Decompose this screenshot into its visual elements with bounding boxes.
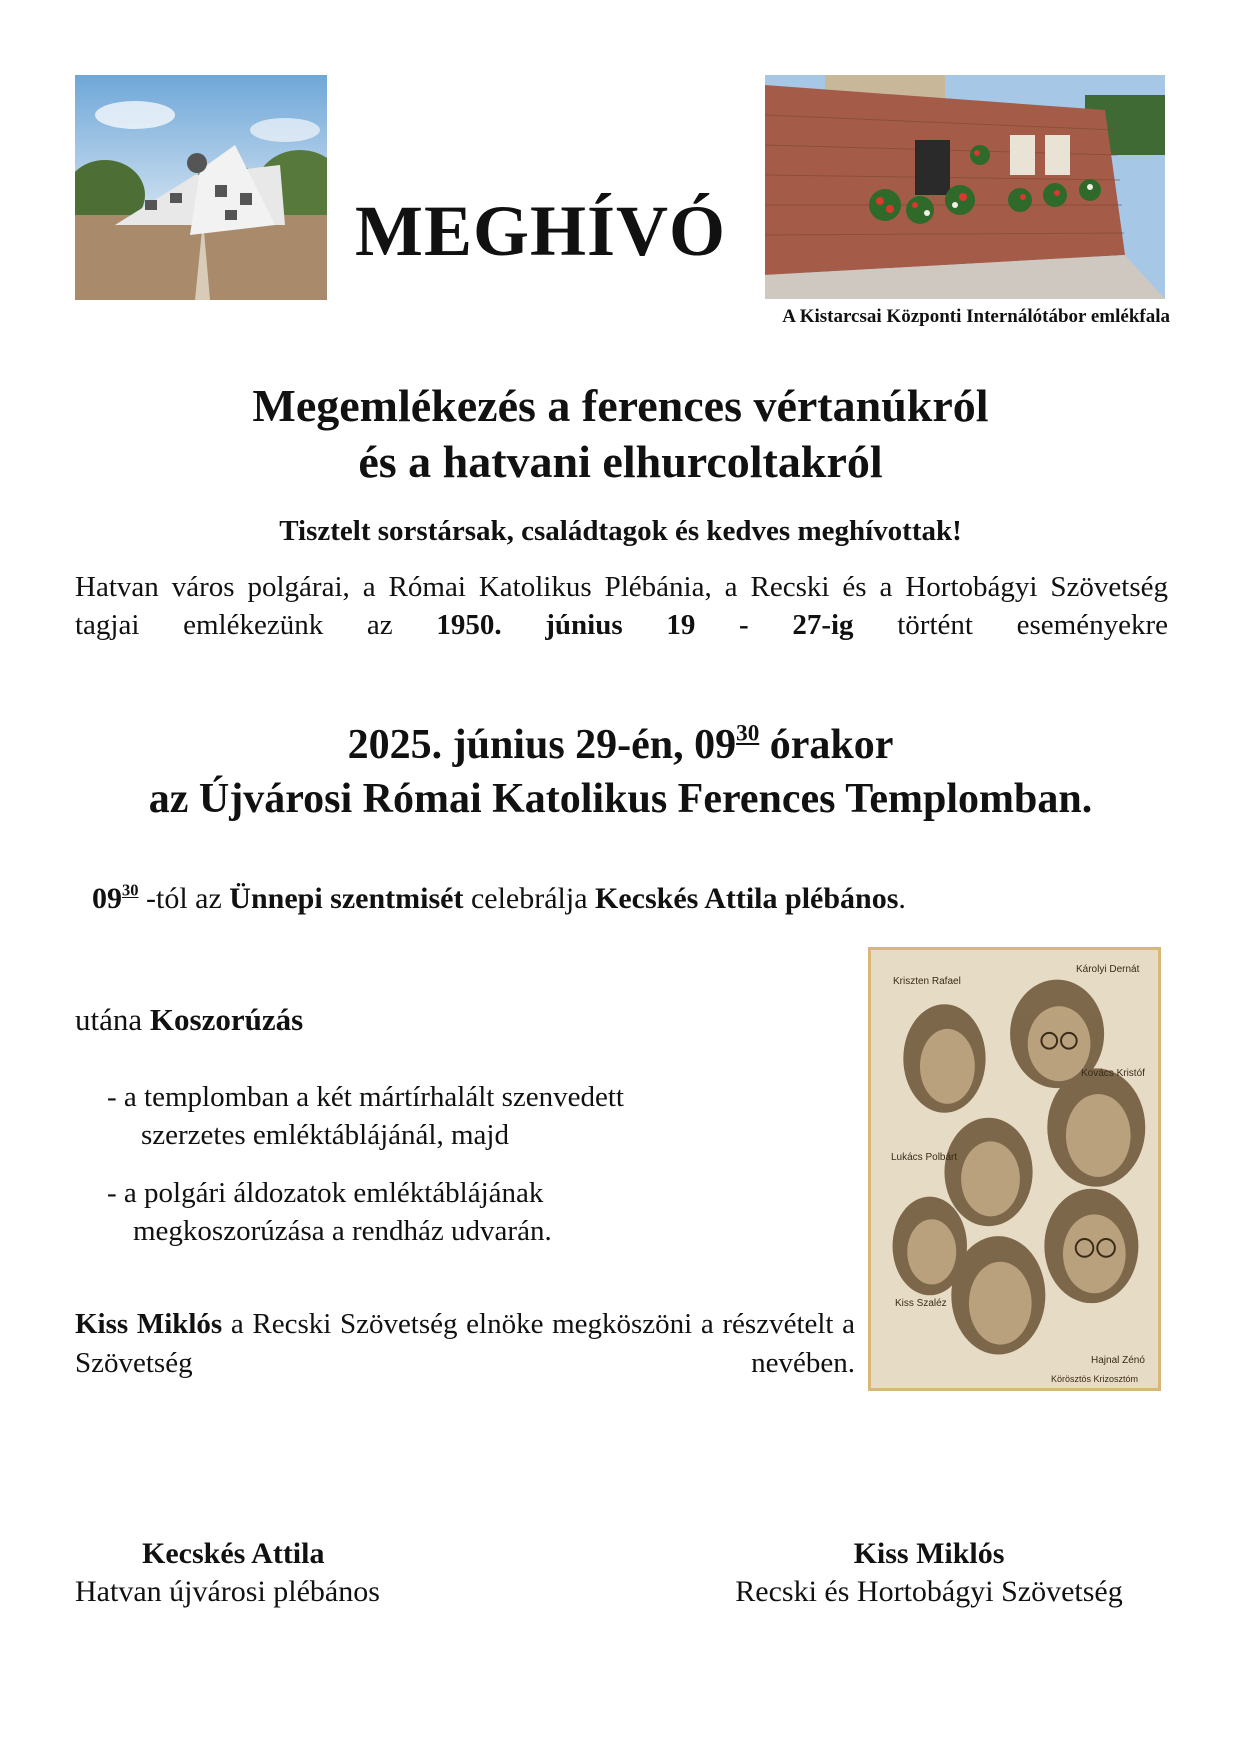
mass-minutes: 30 bbox=[122, 880, 139, 900]
portrait-label: Kovács Kristóf bbox=[1081, 1068, 1145, 1079]
wreath-item-1-line1: - a templomban a két mártírhalált szenvedett bbox=[107, 1081, 624, 1113]
closing-paragraph bbox=[75, 1305, 855, 1383]
wreath-intro: utána bbox=[75, 1002, 150, 1037]
page-title: MEGHÍVÓ bbox=[355, 191, 727, 271]
wreath-item-1-line2: szerzetes emléktáblájánál, majd bbox=[141, 1119, 509, 1151]
intro-dates: 1950. június 19 - 27-ig bbox=[436, 609, 854, 641]
mass-hour: 09 bbox=[92, 882, 122, 915]
portrait-label: Körösztös Krizosztóm bbox=[1051, 1374, 1139, 1384]
signature-left-role: Hatvan újvárosi plébános bbox=[75, 1575, 380, 1608]
memorial-wall-photo bbox=[765, 75, 1165, 299]
signature-left-name: Kecskés Attila bbox=[142, 1537, 325, 1570]
wreath-heading bbox=[75, 1002, 303, 1038]
mass-title: Ünnepi szentmisét bbox=[229, 882, 464, 915]
signature-right bbox=[700, 1535, 1158, 1611]
portrait-label: Kriszten Rafael bbox=[893, 976, 961, 987]
wreath-item-2-line1: - a polgári áldozatok emléktáblájának bbox=[107, 1177, 544, 1209]
signature-left bbox=[75, 1535, 380, 1611]
event-location: az Újvárosi Római Katolikus Ferences Templomban. bbox=[148, 776, 1093, 822]
wreath-item-2 bbox=[107, 1174, 552, 1250]
intro-text-1: Hatvan város polgárai, a Római Katolikus Plébánia, a Recski és a Hortobágyi Szövetség tagjai emlékezünk az bbox=[75, 571, 1168, 641]
mass-text-2: celebrálja bbox=[463, 882, 596, 915]
signature-right-name: Kiss Miklós bbox=[853, 1537, 1005, 1570]
greeting: Tisztelt sorstársak, családtagok és kedves meghívottak! bbox=[279, 515, 962, 547]
event-datetime bbox=[0, 718, 1241, 772]
wreath-item-2-line2: megkoszorúzása a rendház udvarán. bbox=[133, 1215, 552, 1247]
portrait-label: Károlyi Dernát bbox=[1076, 964, 1140, 975]
photo-caption: A Kistarcsai Központi Internálótábor emlékfala bbox=[782, 306, 1170, 327]
mass-text-3: . bbox=[898, 882, 906, 915]
event-time-suffix: órakor bbox=[759, 722, 894, 768]
martyrs-portrait-collage bbox=[868, 947, 1161, 1391]
memorial-monument-photo bbox=[75, 75, 327, 300]
mass-text-1: -tól az bbox=[138, 882, 230, 915]
closing-text: a Recski Szövetség elnöke megköszöni a részvételt a Szövetség nevében. bbox=[75, 1308, 855, 1379]
event-details bbox=[0, 718, 1241, 826]
event-heading-line2: és a hatvani elhurcoltakról bbox=[358, 436, 883, 487]
intro-paragraph bbox=[75, 568, 1168, 644]
portrait-label: Lukács Polbárt bbox=[891, 1152, 958, 1163]
portrait-label: Hajnal Zénó bbox=[1091, 1355, 1145, 1366]
wreath-item-1 bbox=[107, 1078, 624, 1154]
signature-right-role: Recski és Hortobágyi Szövetség bbox=[735, 1575, 1123, 1608]
event-heading-line1: Megemlékezés a ferences vértanúkról bbox=[252, 380, 989, 431]
wreath-title: Koszorúzás bbox=[149, 1002, 304, 1037]
mass-celebrant: Kecskés Attila plébános bbox=[595, 882, 899, 915]
portrait-label: Kiss Szaléz bbox=[895, 1298, 947, 1309]
closing-name: Kiss Miklós bbox=[75, 1308, 223, 1340]
event-date: 2025. június 29-én, 09 bbox=[347, 722, 737, 768]
event-heading bbox=[0, 378, 1241, 490]
intro-text-2: történt eseményekre bbox=[853, 609, 1168, 641]
mass-line bbox=[92, 882, 906, 916]
event-time-minutes: 30 bbox=[736, 719, 760, 746]
